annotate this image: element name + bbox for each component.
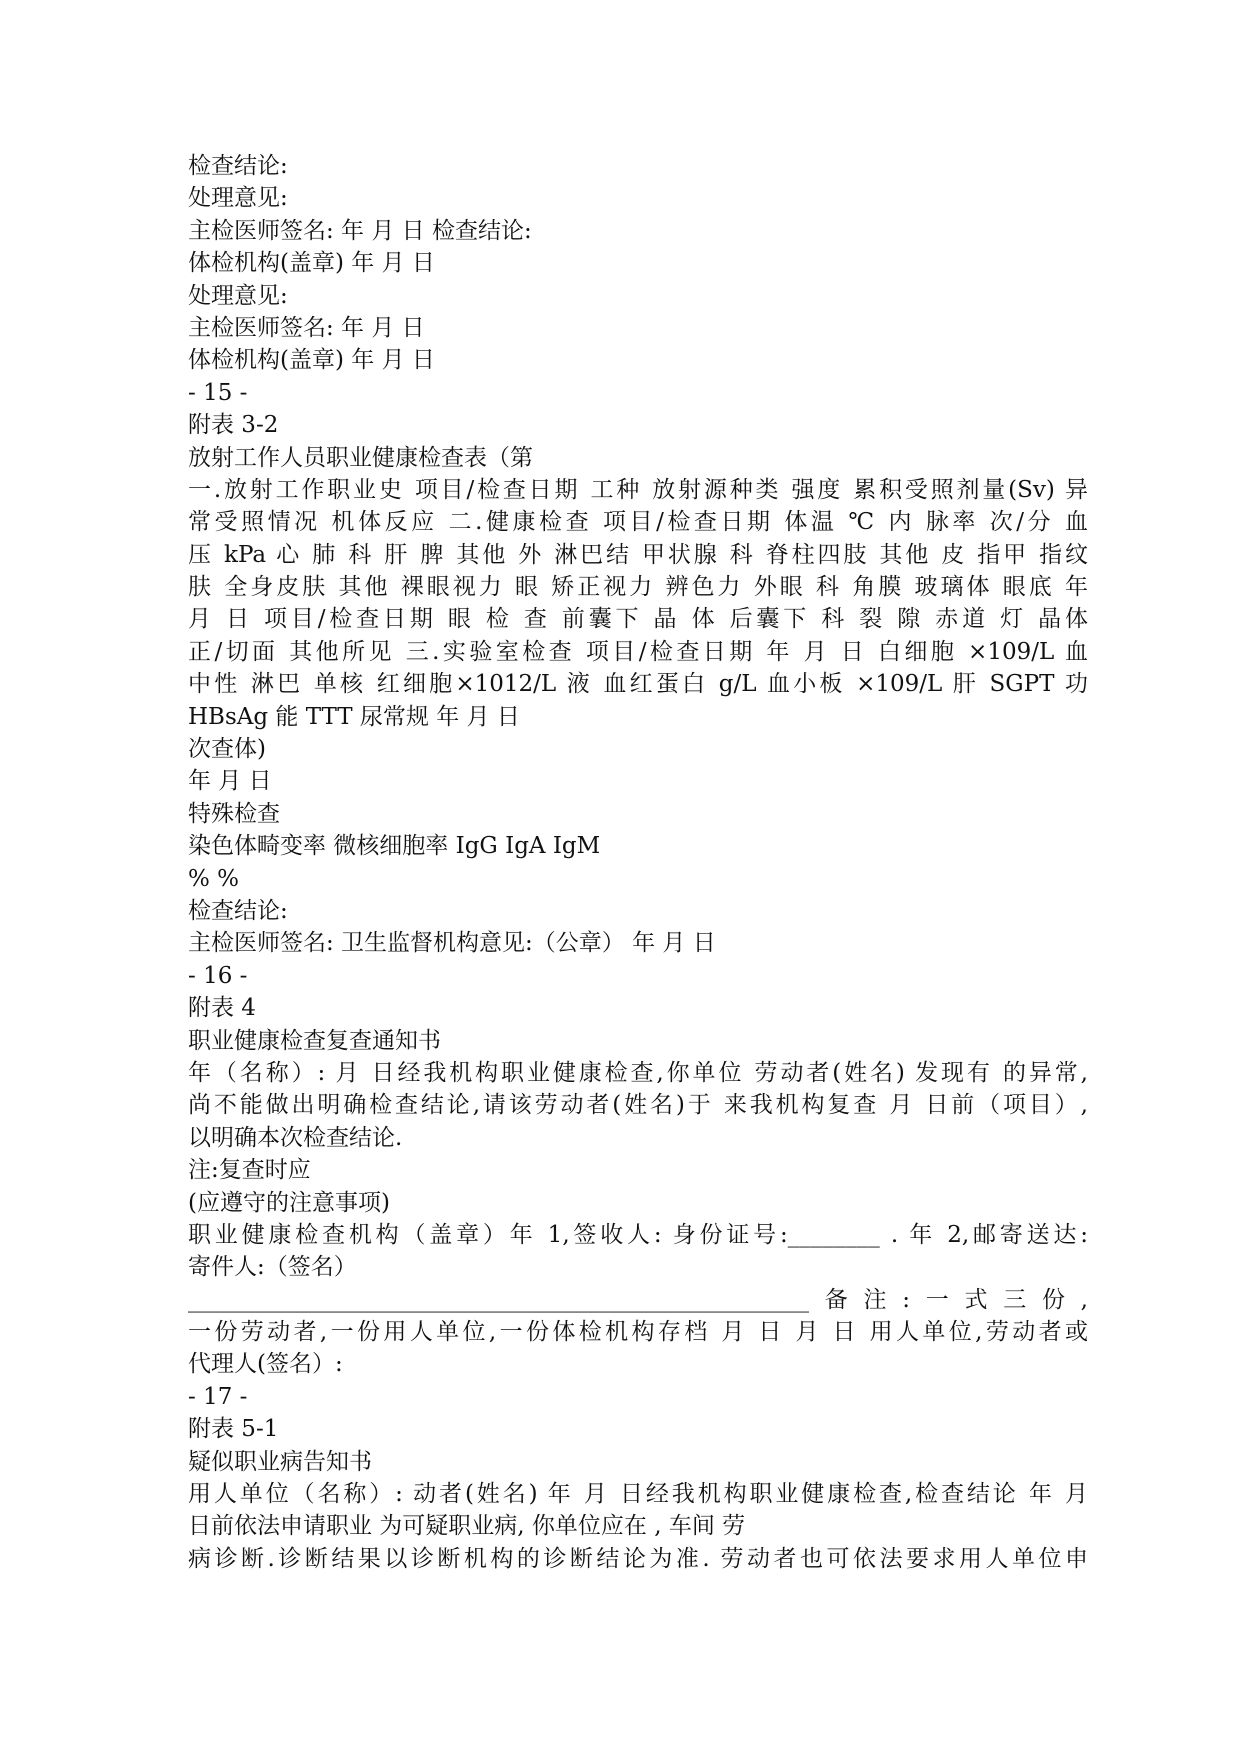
text-line: 用人单位（名称）: 动者(姓名) 年 月 日经我机构职业健康检查,检查结论 年 月 <box>188 1481 1088 1508</box>
text-line: 次查体) <box>188 736 266 763</box>
text-line: - 15 - <box>188 379 248 406</box>
text-line: 寄件人:（签名） <box>188 1254 357 1281</box>
text-line: 附表 4 <box>188 995 256 1022</box>
text-line: 一份劳动者,一份用人单位,一份体检机构存档 月 日 月 日 用人单位,劳动者或 <box>188 1319 1088 1346</box>
text-line: 常受照情况 机体反应 二.健康检查 项目/检查日期 体温 ℃ 内 脉率 次/分 血 <box>188 509 1088 536</box>
text-line: 中性 淋巴 单核 红细胞×1012/L 液 血红蛋白 g/L 血小板 ×109/L 肝 SGPT 功 <box>188 671 1088 698</box>
text-line: 检查结论: <box>188 153 288 179</box>
text-line: 处理意见: <box>188 185 288 212</box>
text-line: 职业健康检查机构（盖章）年 1,签收人: 身份证号:________ . 年 2,邮寄送达: <box>188 1221 1088 1248</box>
text-line: 体检机构(盖章) 年 月 日 <box>188 347 435 374</box>
text-line: 以明确本次检查结论. <box>188 1124 403 1151</box>
text-line: 月 日 项目/检查日期 眼 检 查 前囊下 晶 体 后囊下 科 裂 隙 赤道 灯 晶体 <box>188 606 1088 633</box>
text-line: 主检医师签名: 年 月 日 <box>188 314 425 341</box>
text-line: 放射工作人员职业健康检查表（第 <box>188 444 533 471</box>
text-line: 年（名称）: 月 日经我机构职业健康检查,你单位 劳动者(姓名) 发现有 的异常, <box>188 1059 1088 1086</box>
text-line: 肤 全身皮肤 其他 裸眼视力 眼 矫正视力 辨色力 外眼 科 角膜 玻璃体 眼底 年 <box>188 574 1088 601</box>
text-line: - 16 - <box>188 962 248 989</box>
text-line: 病诊断.诊断结果以诊断机构的诊断结论为准. 劳动者也可依法要求用人单位申 <box>188 1545 1088 1572</box>
text-line: 体检机构(盖章) 年 月 日 <box>188 250 435 277</box>
text-line: 一.放射工作职业史 项目/检查日期 工种 放射源种类 强度 累积受照剂量(Sv) 异 <box>188 476 1088 503</box>
text-line: 日前依法申请职业 为可疑职业病, 你单位应在 , 车间 劳 <box>188 1513 746 1540</box>
text-line: 疑似职业病告知书 <box>188 1448 372 1475</box>
text-line: - 17 - <box>188 1383 248 1410</box>
text-line: ______________________________________________________备注:一式三份, <box>188 1286 1088 1313</box>
text-line: 染色体畸变率 微核细胞率 IgG IgA IgM <box>188 833 601 860</box>
text-line: 附表 5-1 <box>188 1416 279 1443</box>
text-line: 尚不能做出明确检查结论,请该劳动者(姓名)于 来我机构复查 月 日前（项目）, <box>188 1092 1088 1119</box>
text-line: 职业健康检查复查通知书 <box>188 1027 441 1054</box>
text-line: 主检医师签名: 年 月 日 检查结论: <box>188 217 532 244</box>
text-line: 注:复查时应 <box>188 1157 311 1184</box>
text-line: 特殊检查 <box>188 800 280 827</box>
text-line: 年 月 日 <box>188 768 272 795</box>
text-line: 检查结论: <box>188 897 288 924</box>
document-page <box>188 150 1088 1575</box>
text-line: HBsAg 能 TTT 尿常规 年 月 日 <box>188 703 520 730</box>
text-line: 正/切面 其他所见 三.实验室检查 项目/检查日期 年 月 日 白细胞 ×109/L 血 <box>188 638 1088 665</box>
text-line: % % <box>188 865 240 892</box>
text-line: 代理人(签名）: <box>188 1351 343 1378</box>
text-line: 压 kPa 心 肺 科 肝 脾 其他 外 淋巴结 甲状腺 科 脊柱四肢 其他 皮 指甲 指纹 <box>188 541 1088 568</box>
text-line: (应遵守的注意事项) <box>188 1189 390 1216</box>
text-line: 处理意见: <box>188 282 288 309</box>
text-line: 主检医师签名: 卫生监督机构意见:（公章） 年 月 日 <box>188 930 716 957</box>
text-line: 附表 3-2 <box>188 412 279 439</box>
